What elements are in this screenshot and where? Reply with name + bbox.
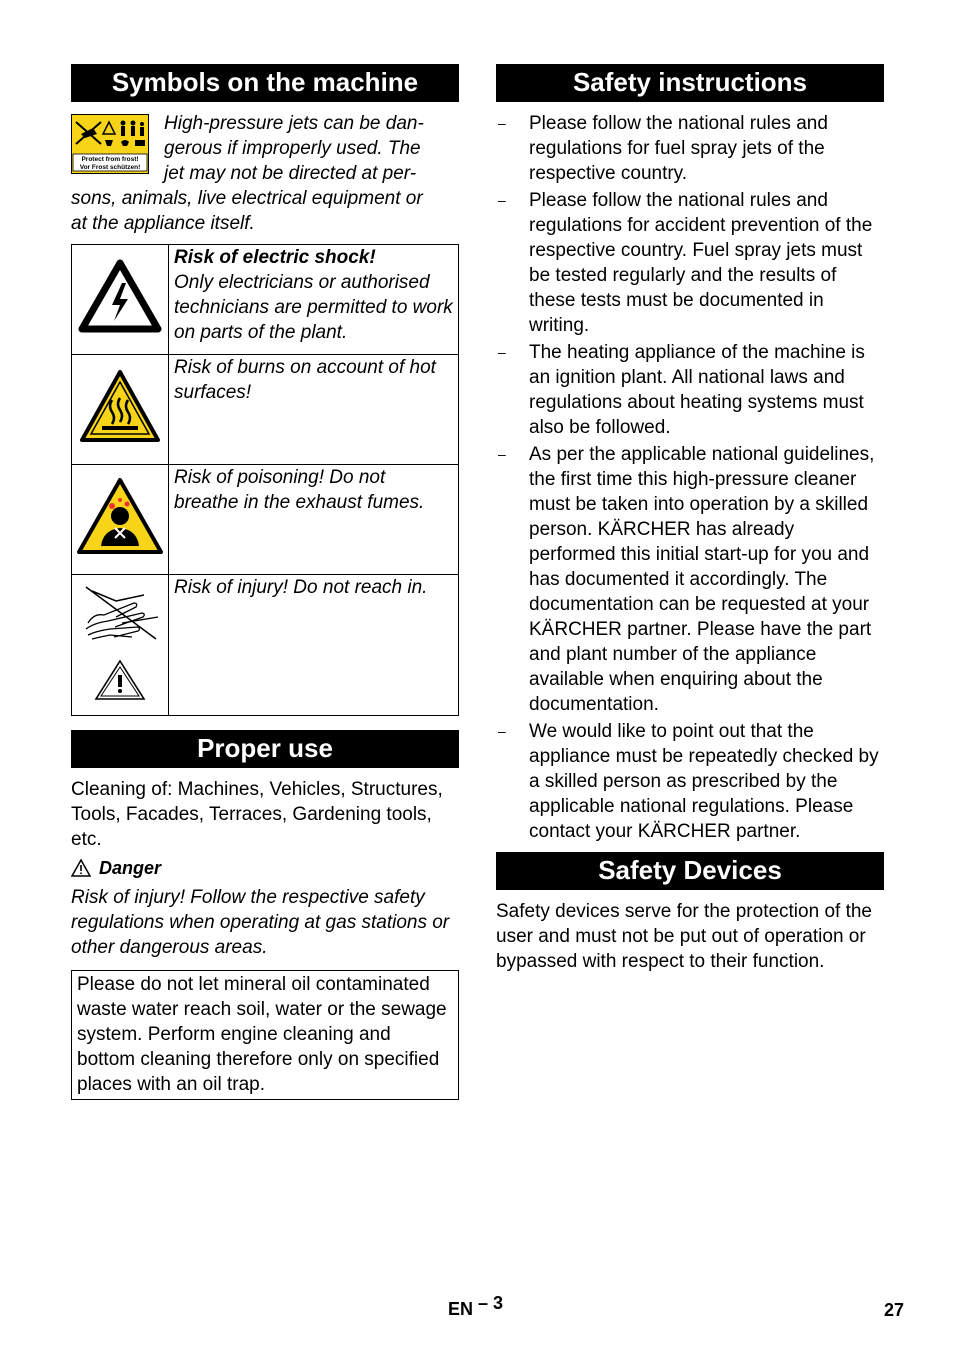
symbol-row: [72, 465, 459, 575]
intro-line-4: sons, animals, live electrical equipment or: [71, 188, 423, 209]
safety-devices-text: Safety devices serve for the protection of the user and must not be put out of operation or bypassed with respect to their function.: [496, 901, 872, 972]
dash-bullet: –: [498, 192, 506, 208]
intro-line-3: jet may not be directed at per-: [164, 163, 417, 184]
intro-line-2: gerous if improperly used. The: [164, 138, 421, 159]
dash-bullet: –: [498, 344, 506, 360]
safety-devices-heading: Safety Devices: [496, 852, 884, 890]
right-column: [496, 64, 884, 974]
symbol-title: Risk of electric shock!: [174, 247, 376, 268]
symbol-text: Only electricians or authorised technicians are permitted to work on parts of the plant.: [174, 272, 453, 343]
list-item: – Please follow the national rules and regulations for fuel spray jets of the respective country.: [498, 113, 828, 184]
symbols-intro: [71, 111, 459, 236]
left-column: [71, 64, 459, 1100]
danger-text: Risk of injury! Follow the respective safety regulations when operating at gas stations or other dangerous areas.: [71, 887, 450, 958]
dash-bullet: –: [498, 115, 506, 131]
warning-triangle-icon: [71, 859, 91, 877]
footer-language-section: [448, 1293, 504, 1322]
symbols-table: [71, 244, 459, 716]
sticker-text-2: Vor Frost schützen!: [79, 164, 141, 171]
page-number: 27: [884, 1300, 905, 1320]
list-item: – Please follow the national rules and regulations for accident prevention of the respective country. Fuel spray jets must be tested regularly and the results of these tests must be documented in writing.: [498, 190, 873, 336]
symbols-heading: Symbols on the machine: [71, 64, 459, 102]
environment-note-box: [71, 970, 459, 1100]
hot-surface-warning-icon: [78, 368, 162, 444]
high-pressure-warning-sticker-icon: [71, 114, 149, 174]
safety-instructions-list: [496, 111, 884, 844]
symbol-row: [72, 245, 459, 355]
toxic-fumes-warning-icon: [75, 476, 165, 556]
list-item: – We would like to point out that the appliance must be repeatedly checked by a skilled person as prescribed by the applicable national regulations. Please contact your KÄRCHER partner.: [498, 721, 879, 842]
symbol-text: Risk of injury! Do not reach in.: [174, 577, 428, 598]
list-item: – The heating appliance of the machine is an ignition plant. All national laws and regulations about heating systems must also be followed.: [498, 342, 865, 438]
footer-section-number: – 3: [478, 1293, 504, 1313]
safety-instructions-heading: Safety instructions: [496, 64, 884, 102]
note-text: Please do not let mineral oil contaminated waste water reach soil, water or the sewage system. Perform engine cleaning and bottom cleaning therefore only on specified places with an oil trap.: [77, 974, 447, 1095]
proper-use-text: Cleaning of: Machines, Vehicles, Structures, Tools, Facades, Terraces, Gardening tools, etc.: [71, 779, 443, 850]
sticker-text-1: Protect from frost!: [81, 156, 139, 163]
electric-shock-warning-icon: [78, 259, 162, 333]
intro-line-1: High-pressure jets can be dan-: [164, 113, 424, 134]
list-item: – As per the applicable national guidelines, the first time this high-pressure cleaner must be taken into operation by a skilled person. KÄRCHER has already performed this initial start-up for you and has documented it accordingly. The documentation can be requested at your KÄRCHER partner. Please have the part and plant number of the appliance available when enquiring about the documentation.: [498, 444, 875, 715]
symbol-row: [72, 575, 459, 716]
dash-bullet: –: [498, 723, 506, 739]
proper-use-heading: Proper use: [71, 730, 459, 768]
danger-label-row: [71, 856, 459, 881]
do-not-reach-in-icon: [78, 577, 162, 707]
dash-bullet: –: [498, 446, 506, 462]
symbol-text: Risk of burns on account of hot surfaces!: [174, 357, 436, 403]
intro-line-5: at the appliance itself.: [71, 213, 255, 234]
footer-language: EN: [448, 1299, 474, 1319]
danger-label: Danger: [99, 858, 162, 878]
symbol-text: Risk of poisoning! Do not breathe in the exhaust fumes.: [174, 467, 425, 513]
symbol-row: [72, 355, 459, 465]
